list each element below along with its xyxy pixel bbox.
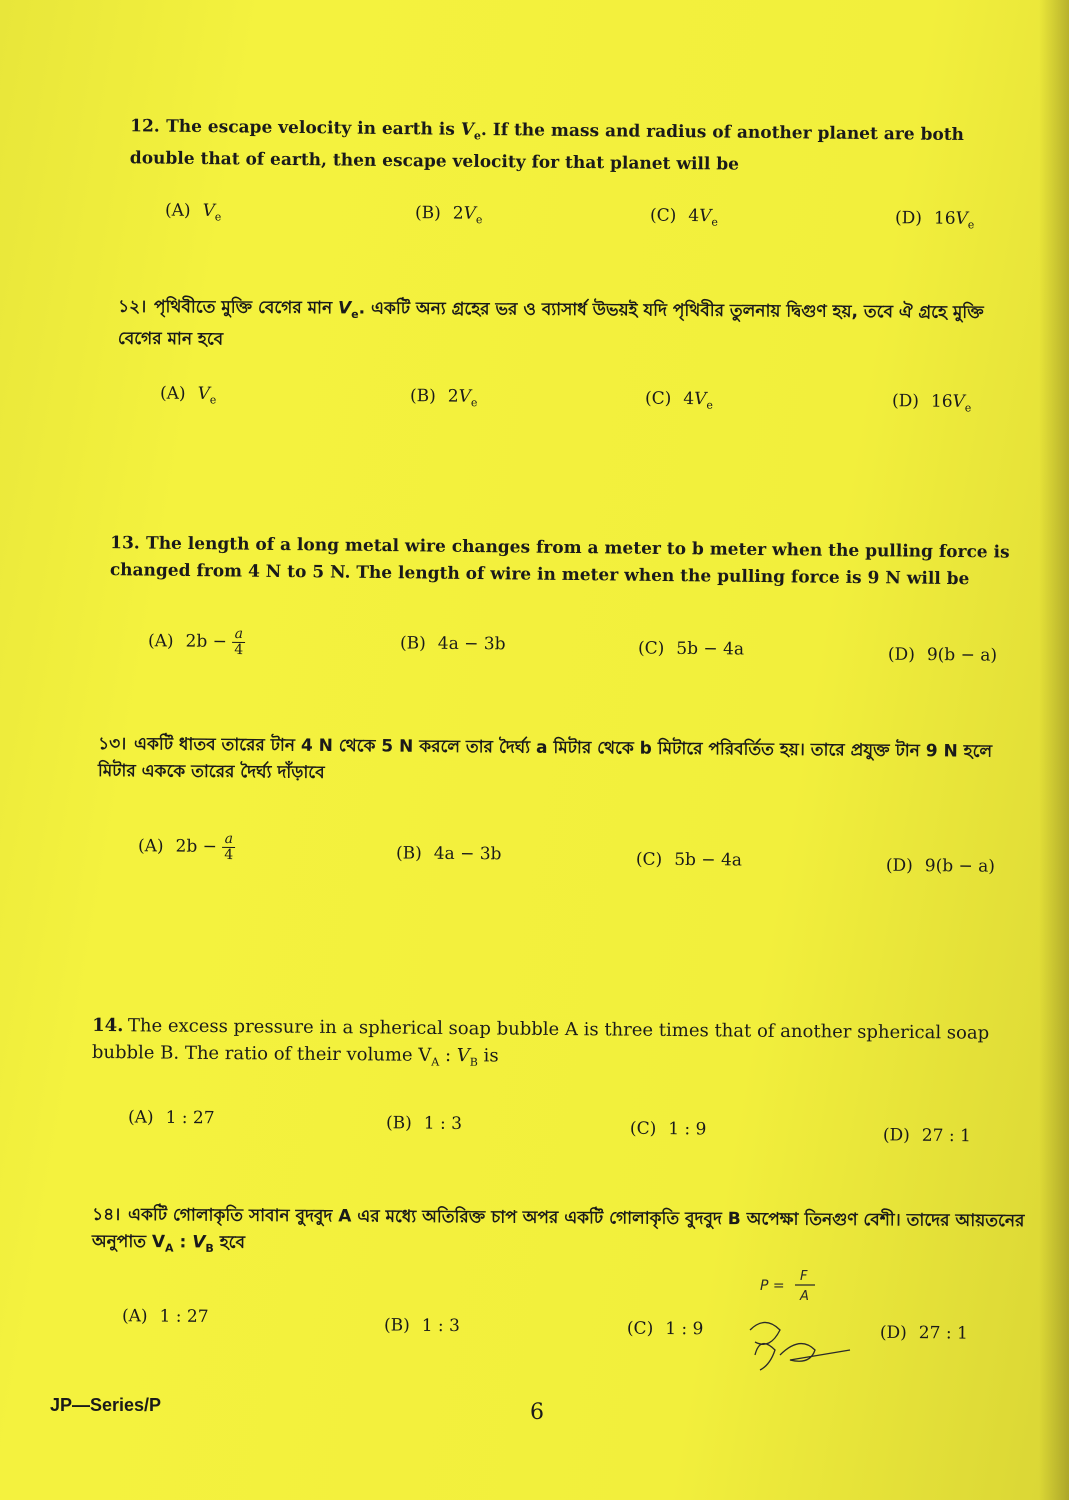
question-13-bn: ১৩। একটি ধাতব তারের টান 4 N থেকে 5 N করলে তার দৈর্ঘ্য a মিটার থেকে b মিটারে পরিবর্তিত হয়। তারে প্রযুক্ত টান 9 N হলে মিটার এককে তারের দৈর্ঘ্য দাঁড়াবে [97, 733, 993, 783]
question-text-cont: . If the mass and radius of another planet are both double that of earth, then escape velocity for that planet will be [129, 119, 965, 176]
option-d: (D) 27 : 1 [882, 1125, 971, 1147]
option-b: (B) 1 : 3 [383, 1315, 461, 1337]
question-12-bn: ১২। পৃথিবীতে মুক্তি বেগের মান $V_e$. একটি অন্য গ্রহের ভর ও ব্যাসার্ধ উভয়ই যদি পৃথিবীর তুলনায় দ্বিগুণ হয়, তবে ঐ গ্রহে মুক্তি বেগের মান হবে [117, 296, 984, 350]
option-c: (C) 5b − 4a [635, 849, 743, 871]
page-number: 6 [530, 1400, 544, 1425]
option-c: (C) $4V_e$ [644, 388, 713, 412]
option-c: (C) $4V_e$ [649, 205, 718, 229]
question-14-bn: ১৪। একটি গোলাকৃতি সাবান বুদবুদ A এর মধ্যে অতিরিক্ত চাপ অপর একটি গোলাকৃতি বুদবুদ B অপেক্ষা তিনগুণ বেশী। তাদের আয়তনের অনুপাত $V_A$ : $V_B$ হবে [91, 1204, 1025, 1255]
options-14-bn [122, 1306, 992, 1344]
option-b: (B) 1 : 3 [385, 1113, 463, 1134]
options-13-bn [138, 831, 1008, 879]
option-d: (D) $16V_e$ [891, 391, 972, 415]
option-d: (D) 9(b − a) [885, 855, 996, 877]
question-14-en: 14. The excess pressure in a spherical soap bubble A is three times that of another spherical soap bubble B. The ratio of their volume $V_A$ : $V_B$ is [91, 1014, 990, 1069]
question-13-en: 13. The length of a long metal wire changes from a meter to b meter when the pulling force is changed from 4 N to 5 N. The length of wire in meter when the pulling force is 9 N will be [109, 533, 1010, 590]
option-a: (A) $V_e$ [164, 200, 222, 224]
option-c: (C) 1 : 9 [626, 1318, 704, 1340]
options-13-en [148, 626, 1018, 674]
options-12-en [165, 200, 1025, 239]
option-c: (C) 5b − 4a [637, 638, 745, 660]
option-b: (B) $2V_e$ [409, 386, 478, 410]
option-d: (D) $16V_e$ [894, 208, 975, 232]
svg-text:P =: P = [760, 1278, 785, 1294]
option-d: (D) 9(b − a) [887, 644, 998, 666]
question-12-en: 12. The escape velocity in earth is $V_e$. If the mass and radius of another planet are both double that of earth, then escape velocity for that planet will be [130, 113, 1031, 182]
option-a: (A) 1 : 27 [127, 1107, 215, 1129]
option-a: (A) 2b − $\frac{a}{4}$ [138, 831, 236, 863]
page-edge-shadow [1039, 0, 1069, 1500]
option-d: (D) 27 : 1 [879, 1322, 968, 1344]
options-12-bn [160, 383, 1020, 422]
question-number: 12. [130, 116, 160, 137]
option-a: (A) $V_e$ [159, 383, 217, 407]
svg-text:F: F [800, 1269, 808, 1284]
options-14-en [128, 1107, 998, 1146]
option-b: (B) 4a − 3b [395, 843, 502, 865]
option-b: (B) $2V_e$ [414, 203, 483, 227]
option-a: (A) 2b − $\frac{a}{4}$ [148, 626, 246, 658]
option-a: (A) 1 : 27 [121, 1306, 209, 1327]
footer-series: JP—Series/P [50, 1395, 162, 1415]
question-text: The escape velocity in earth is [166, 116, 461, 140]
svg-text:A: A [800, 1289, 809, 1304]
option-b: (B) 4a − 3b [399, 633, 506, 655]
option-c: (C) 1 : 9 [629, 1118, 707, 1140]
handwritten-scribble [740, 1260, 860, 1390]
